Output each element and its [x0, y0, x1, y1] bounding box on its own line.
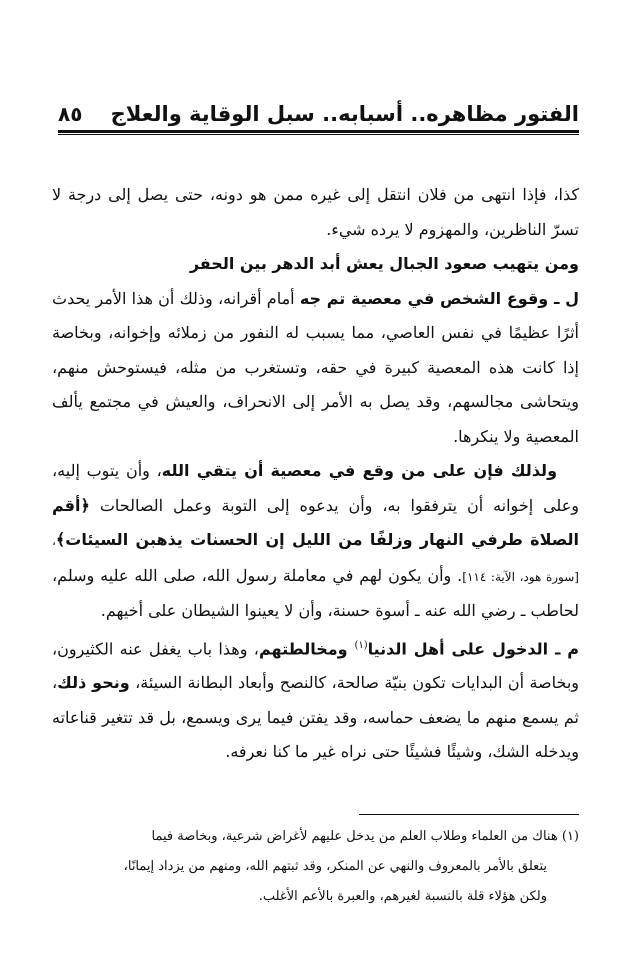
quran-verse: ﴿أقم الصلاة طرفي النهار وزلفًا من الليل إن الحسنات يذهبن السيئات﴾: [52, 495, 579, 549]
paragraph-4-text-b: ، ثم يسمع منهم ما يضعف حماسه، وقد يفتن فيما يرى ويسمع، بل قد تتغير قناعاته ويدخله الشك، وشيئًا فشيئًا حتى نراه غير ما كنا نعرفه.: [52, 673, 579, 762]
page-header: [58, 92, 579, 126]
paragraph-2-text: أمام أقرانه، وذلك أن هذا الأمر يحدث أثرًا عظيمًا في نفس العاصي، مما يسبب له النفور من زملائه وإخوانه، وبخاصة إذا كانت هذه المعصية كبيرة في حقه، وتستغرب من مثله، فيستوحش منهم، ويتحاشى مجالسهم، وقد يصل به الأمر إلى الانحراف، والعيش في مجتمع يألف المعصية ولا ينكرها.: [52, 288, 579, 446]
footnotes: [52, 822, 579, 912]
footnote-ref-1: (١): [354, 639, 368, 651]
running-title: الفتور مظاهره.. أسبابه.. سبل الوقاية والعلاج: [110, 102, 579, 126]
section-heading-l: ل ـ وقوع الشخص في معصية تم جه: [299, 288, 580, 308]
footnote-1-marker: (١): [561, 829, 579, 844]
paragraph-3-lead: ولذلك فإن على من وقع في معصية أن يتقي الله: [161, 461, 558, 480]
paragraph-3-text-a: ، وأن يتوب إليه، وعلى إخوانه أن يترفقوا به، وأن يدعوه إلى التوبة وعمل الصالحات: [52, 461, 579, 515]
footnote-1-line-3: ولكن هؤلاء قلة بالنسبة لغيرهم، والعبرة بالأعم الأغلب.: [258, 889, 547, 904]
footnote-1-line-2: يتعلق بالأمر بالمعروف والنهي عن المنكر، وقد ثبتهم الله، ومنهم من يزداد إيمانًا،: [123, 859, 547, 874]
paragraph-4-bold: ونحو ذلك: [57, 673, 130, 693]
footnote-separator: [359, 814, 579, 815]
footnote-1-line-1: [52, 822, 579, 852]
header-rule: [58, 130, 579, 133]
poetry-verse: ومن يتهيب صعود الجبال يعش أبد الدهر بين الحفر: [189, 254, 579, 273]
section-heading-m: م ـ الدخول على أهل الدنيا: [367, 638, 579, 658]
page-number: ٨٥: [58, 102, 83, 126]
section-heading-m-2: ومخالطتهم: [258, 638, 355, 658]
paragraph-4-text-a: ، وهذا باب يغفل عنه الكثيرون، وبخاصة أن البدايات تكون بنيّة صالحة، كالنصح وأبعاد البطانة السيئة،: [52, 638, 580, 693]
paragraph-4: [52, 629, 579, 770]
quran-citation: ، [سورة هود، الآية: ١١٤]: [52, 534, 579, 584]
body-text: [52, 178, 579, 770]
paragraph-3: [52, 454, 579, 629]
header-rule-thin: [58, 134, 579, 135]
paragraph-3-text-b: . وأن يكون لهم في معاملة رسول الله، صلى الله عليه وسلم، لحاطب ـ رضي الله عنه ـ أسوة حسنة، وأن لا يعينوا الشيطان على أخيهم.: [52, 565, 579, 620]
paragraph-2: [52, 282, 579, 455]
footnote-1-text-1: هناك من العلماء وطلاب العلم من يدخل عليهم لأغراض شرعية، وبخاصة فيما: [151, 829, 562, 844]
paragraph-1: كذا، فإذا انتهى من فلان انتقل إلى غيره ممن هو دونه، حتى يصل إلى درجة لا تسرّ الناظرين، والمهزوم لا يرده شيء.: [52, 185, 579, 239]
